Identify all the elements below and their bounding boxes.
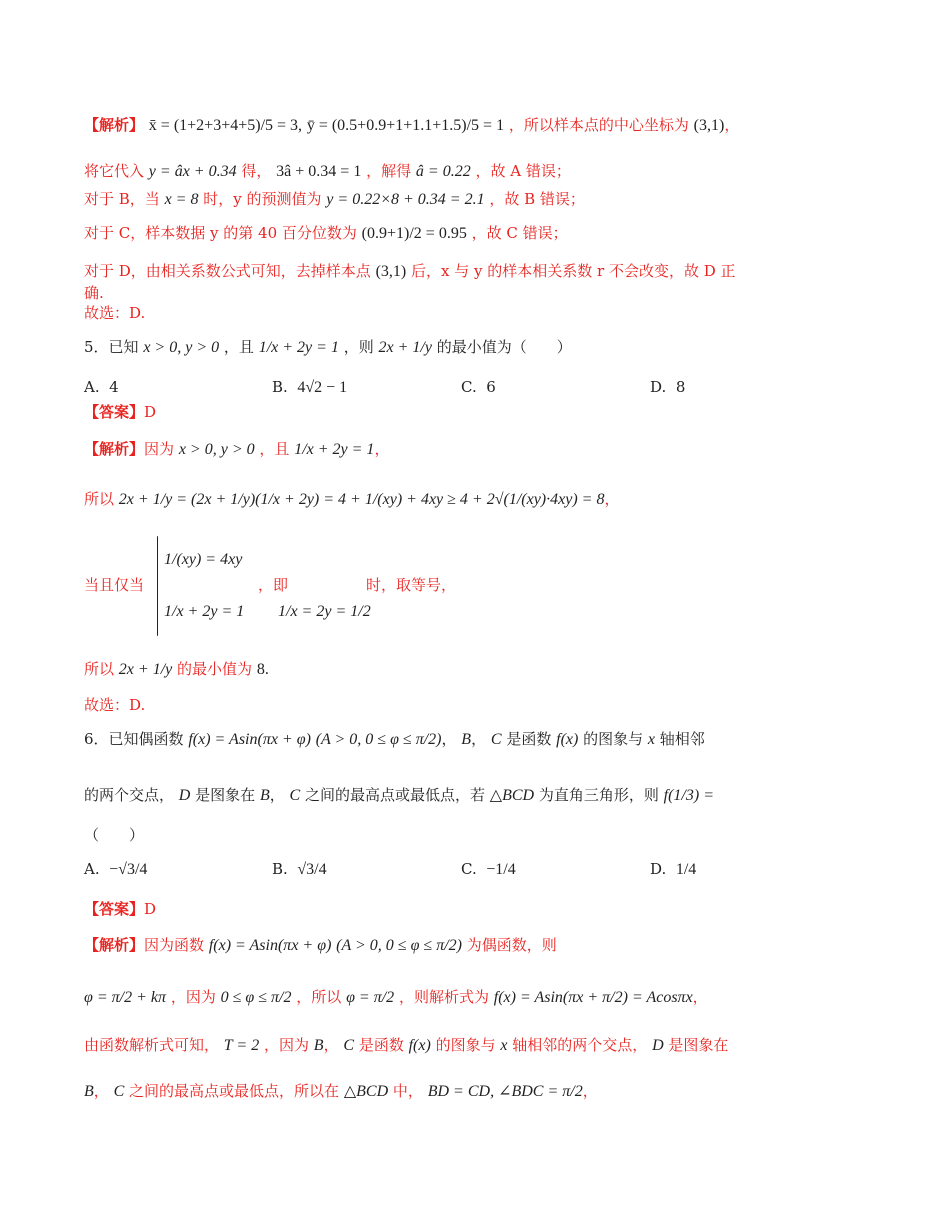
option-value: 4 xyxy=(109,378,119,396)
text: 是函数 xyxy=(358,1036,404,1054)
text: 得， xyxy=(241,162,272,180)
text: ，且 xyxy=(223,338,254,356)
constraint-equation: 1/x + 2y = 1 xyxy=(258,339,339,356)
phi-general: φ = π/2 + kπ xyxy=(84,989,167,1006)
analysis-tag: 【解析】 xyxy=(84,116,145,134)
text: 因为函数 xyxy=(144,936,205,954)
triangle-relations: BD = CD, ∠BDC = π/2 xyxy=(427,1083,583,1100)
text: ，所以 xyxy=(296,988,342,1006)
text: ，故 A 错误； xyxy=(475,162,571,180)
q5-analysis-line-4 xyxy=(84,658,269,681)
q6-option-a[interactable] xyxy=(84,860,147,879)
text: 的图象与 xyxy=(435,1036,496,1054)
point-c: C xyxy=(289,787,301,804)
text: ，因为 xyxy=(263,1036,309,1054)
answer-tag: 【答案】 xyxy=(84,900,145,918)
function-def: f(x) = Asin(πx + φ) xyxy=(208,937,332,954)
text: 轴相邻 xyxy=(659,730,705,748)
question-number: 6．已知偶函数 xyxy=(84,730,184,748)
point-b: B xyxy=(461,731,472,748)
answer-value: D xyxy=(144,403,157,421)
x-value: x = 8 xyxy=(164,191,199,208)
parameter-condition: (A > 0, 0 ≤ φ ≤ π/2) xyxy=(336,937,462,954)
text: 是图象在 xyxy=(195,786,256,804)
q4-analysis-line-6: 确. xyxy=(84,284,104,302)
center-point: (3,1) xyxy=(693,117,725,134)
text: 是图象在 xyxy=(668,1036,729,1054)
q5-analysis-line-3 xyxy=(84,574,144,596)
option-label: D. xyxy=(650,860,667,878)
point-d: D xyxy=(178,787,191,804)
q5-conclusion: 故选：D. xyxy=(84,696,146,714)
text: ， xyxy=(582,1082,598,1100)
solution-a-hat: â = 0.22 xyxy=(415,163,471,180)
text: ， xyxy=(323,1036,339,1054)
answer-value: D xyxy=(144,900,157,918)
analysis-tag: 【解析】 xyxy=(84,936,145,954)
option-label: B. xyxy=(272,860,288,878)
q5-analysis-line-3c xyxy=(366,574,456,596)
option-label: C. xyxy=(461,378,477,396)
option-value: 4√2 − 1 xyxy=(297,379,348,396)
q5-analysis-line-1 xyxy=(84,438,389,461)
option-label: C. xyxy=(461,860,477,878)
q5-option-a[interactable] xyxy=(84,378,119,396)
option-value: −√3/4 xyxy=(109,861,148,878)
q6-stem-line-2 xyxy=(84,784,714,807)
equality-condition xyxy=(278,600,371,623)
text: ， xyxy=(93,1082,109,1100)
equation: 1/(xy) = 4xy xyxy=(164,551,243,568)
point-c: C xyxy=(343,1037,355,1054)
text: . xyxy=(264,661,269,678)
text: ，所以样本点的中心坐标为 xyxy=(508,116,689,134)
system-equation-1 xyxy=(164,548,242,571)
option-value: √3/4 xyxy=(297,861,327,878)
point-d: D xyxy=(652,1037,664,1054)
sample-point: (3,1) xyxy=(375,263,407,280)
system-brace xyxy=(157,536,158,636)
system-equation-2 xyxy=(164,600,244,623)
text: ， xyxy=(604,490,620,508)
point-c: C xyxy=(490,731,502,748)
option-label: B. xyxy=(272,378,288,396)
text: ， xyxy=(692,988,708,1006)
q5-stem xyxy=(84,336,572,359)
point-b: B xyxy=(84,1083,94,1100)
triangle: △BCD xyxy=(343,1083,389,1100)
text: ，解得 xyxy=(366,162,412,180)
target-expression: 2x + 1/y xyxy=(378,339,432,356)
phi-range: 0 ≤ φ ≤ π/2 xyxy=(220,989,292,1006)
text: 当且仅当 xyxy=(84,576,145,594)
percentile-formula: (0.9+1)/2 = 0.95 xyxy=(361,225,467,242)
q4-analysis-line-4 xyxy=(84,222,568,245)
q6-analysis-line-2 xyxy=(84,986,708,1009)
option-label: A. xyxy=(84,378,100,396)
q6-option-c[interactable] xyxy=(461,860,516,879)
constraint-equation: 1/x + 2y = 1 xyxy=(294,441,375,458)
text: 对于 B，当 xyxy=(84,190,160,208)
text: 将它代入 xyxy=(84,162,145,180)
text: 后，x 与 y 的样本相关系数 r 不会改变，故 D 正 xyxy=(411,262,736,280)
text: ，则 xyxy=(343,338,374,356)
q4-analysis-line-3 xyxy=(84,188,585,211)
q6-option-b[interactable] xyxy=(272,860,327,879)
mean-x-formula: x̄ = (1+2+3+4+5)/5 = 3, xyxy=(148,117,303,134)
text: ，即 xyxy=(258,576,289,594)
target-expression: 2x + 1/y xyxy=(118,661,173,678)
target-value: f(1/3) = xyxy=(663,787,714,804)
option-label: A. xyxy=(84,860,100,878)
text: ， xyxy=(374,440,390,458)
q5-analysis-line-2 xyxy=(84,488,619,511)
q6-option-d[interactable] xyxy=(650,860,696,879)
q4-analysis-line-5 xyxy=(84,260,736,283)
q6-answer xyxy=(84,898,156,920)
condition: x > 0, y > 0 xyxy=(143,339,220,356)
mean-y-formula: ȳ = (0.5+0.9+1+1.1+1.5)/5 = 1 xyxy=(306,117,505,134)
q5-analysis-line-3b xyxy=(258,574,288,596)
text: 轴相邻的两个交点， xyxy=(512,1036,648,1054)
equation: 1/x = 2y = 1/2 xyxy=(278,603,371,620)
text: 所以 xyxy=(84,660,115,678)
prediction-formula: y = 0.22×8 + 0.34 = 2.1 xyxy=(326,191,485,208)
inequality-derivation: 2x + 1/y = (2x + 1/y)(1/x + 2y) = 4 + 1/(xy) + 4xy ≥ 4 + 2√(1/(xy)·4xy) = 8 xyxy=(118,491,605,508)
function-result: f(x) = Asin(πx + π/2) = Acosπx xyxy=(493,989,693,1006)
parameter-condition: (A > 0, 0 ≤ φ ≤ π/2) xyxy=(315,731,442,748)
text: 为直角三角形，则 xyxy=(538,786,659,804)
text: 的最小值为（ ） xyxy=(436,338,572,356)
minimum-value: 8 xyxy=(256,661,265,678)
period: T = 2 xyxy=(223,1037,260,1054)
point-b: B xyxy=(259,787,270,804)
text: 的最小值为 xyxy=(177,660,253,678)
q6-analysis-line-4 xyxy=(84,1080,598,1103)
text: 对于 C，样本数据 y 的第 40 百分位数为 xyxy=(84,224,357,242)
text: ，且 xyxy=(259,440,290,458)
option-value: −1/4 xyxy=(486,861,516,878)
equation: 1/x + 2y = 1 xyxy=(164,603,245,620)
condition: x > 0, y > 0 xyxy=(178,441,255,458)
text: 的图象与 xyxy=(583,730,644,748)
text: ， xyxy=(269,786,285,804)
option-value: 6 xyxy=(486,378,496,396)
function-name: f(x) xyxy=(408,1037,431,1054)
q4-analysis-line-2 xyxy=(84,160,571,183)
q4-conclusion: 故选：D. xyxy=(84,304,146,322)
q6-stem-line-3: （ ） xyxy=(84,826,145,844)
option-value: 1/4 xyxy=(675,861,697,878)
text: 对于 D，由相关系数公式可知，去掉样本点 xyxy=(84,262,371,280)
text: ， xyxy=(471,730,487,748)
point-c: C xyxy=(113,1083,125,1100)
function-name: f(x) xyxy=(556,731,579,748)
text: 之间的最高点或最低点，若 xyxy=(304,786,485,804)
q5-option-d[interactable] xyxy=(650,378,685,396)
option-label: D. xyxy=(650,378,667,396)
q4-analysis-line-1: 【解析】 x̄ = (1+2+3+4+5)/5 = 3, ȳ = (0.5+0.9+1+1.1+1.5)/5 = 1 ，所以样本点的中心坐标为 (3,1)， xyxy=(84,116,740,134)
phi-result: φ = π/2 xyxy=(346,989,395,1006)
triangle: △BCD xyxy=(489,787,535,804)
x-axis: x xyxy=(500,1037,508,1054)
q5-option-c[interactable] xyxy=(461,378,496,396)
text: ， xyxy=(441,730,457,748)
text: 所以 xyxy=(84,490,115,508)
point-b: B xyxy=(313,1037,324,1054)
q6-analysis-line-3 xyxy=(84,1034,728,1057)
q6-analysis-line-1 xyxy=(84,934,557,957)
text: 是函数 xyxy=(506,730,552,748)
text: 为偶函数，则 xyxy=(466,936,557,954)
text: 由函数解析式可知， xyxy=(84,1036,220,1054)
analysis-tag: 【解析】 xyxy=(84,440,145,458)
q5-answer xyxy=(84,401,156,423)
regression-equation: y = âx + 0.34 xyxy=(148,163,237,180)
text: ，故 B 错误； xyxy=(489,190,585,208)
x-axis: x xyxy=(647,731,656,748)
text: 之间的最高点或最低点，所以在 xyxy=(129,1082,340,1100)
text: 的两个交点， xyxy=(84,786,175,804)
q5-option-b[interactable] xyxy=(272,378,347,397)
text: ，故 C 错误； xyxy=(471,224,568,242)
q6-stem-line-1 xyxy=(84,728,705,751)
text: ，因为 xyxy=(170,988,216,1006)
answer-tag: 【答案】 xyxy=(84,403,145,421)
text: ，则解析式为 xyxy=(398,988,489,1006)
function-def: f(x) = Asin(πx + φ) xyxy=(188,731,311,748)
option-value: 8 xyxy=(675,378,686,396)
text: 时，y 的预测值为 xyxy=(203,190,322,208)
text: 中， xyxy=(392,1082,423,1100)
question-number: 5．已知 xyxy=(84,338,139,356)
text: 时，取等号， xyxy=(366,576,457,594)
substitution-equation: 3â + 0.34 = 1 xyxy=(276,163,362,180)
text: 因为 xyxy=(144,440,175,458)
